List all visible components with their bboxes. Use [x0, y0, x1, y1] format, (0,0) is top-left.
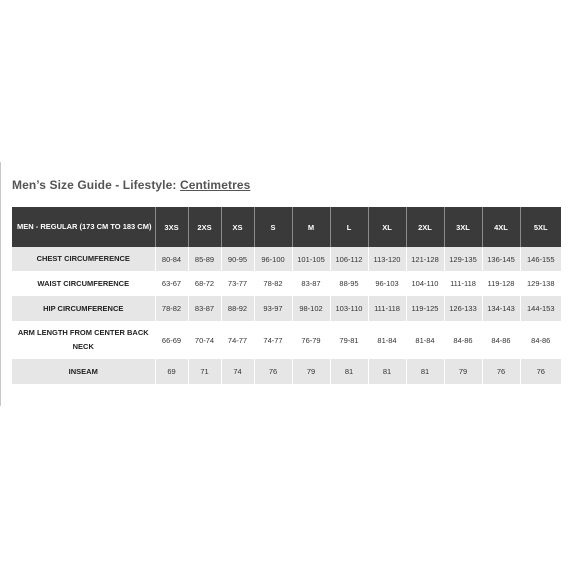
- table-cell: 144-153: [520, 296, 561, 321]
- title-text: Men’s Size Guide - Lifestyle:: [12, 178, 180, 192]
- table-cell: 79-81: [330, 321, 368, 359]
- table-cell: 81-84: [406, 321, 444, 359]
- table-cell: 83-87: [188, 296, 221, 321]
- table-cell: 76: [254, 359, 292, 384]
- table-cell: 111-118: [368, 296, 406, 321]
- table-cell: 78-82: [155, 296, 188, 321]
- table-cell: 80-84: [155, 247, 188, 271]
- table-cell: 68-72: [188, 271, 221, 296]
- size-header: 5XL: [520, 207, 561, 247]
- table-cell: 111-118: [444, 271, 482, 296]
- size-header: XL: [368, 207, 406, 247]
- table-cell: 103-110: [330, 296, 368, 321]
- table-row: [12, 296, 561, 321]
- table-cell: 96-103: [368, 271, 406, 296]
- size-header: M: [292, 207, 330, 247]
- table-cell: 78-82: [254, 271, 292, 296]
- table-cell: 73-77: [221, 271, 254, 296]
- size-header: 3XS: [155, 207, 188, 247]
- table-cell: 126-133: [444, 296, 482, 321]
- table-row: [12, 271, 561, 296]
- table-cell: 101-105: [292, 247, 330, 271]
- table-cell: 134-143: [482, 296, 520, 321]
- table-header-row: [12, 207, 561, 247]
- table-cell: 106-112: [330, 247, 368, 271]
- size-header: S: [254, 207, 292, 247]
- table-cell: 81: [330, 359, 368, 384]
- table-cell: 74-77: [254, 321, 292, 359]
- size-header: 2XS: [188, 207, 221, 247]
- table-cell: 119-128: [482, 271, 520, 296]
- table-cell: 71: [188, 359, 221, 384]
- table-cell: 76: [482, 359, 520, 384]
- table-cell: 81-84: [368, 321, 406, 359]
- table-cell: 119-125: [406, 296, 444, 321]
- table-cell: 104-110: [406, 271, 444, 296]
- table-cell: 96-100: [254, 247, 292, 271]
- table-cell: 76: [520, 359, 561, 384]
- table-cell: 81: [406, 359, 444, 384]
- table-cell: 74-77: [221, 321, 254, 359]
- table-cell: 90-95: [221, 247, 254, 271]
- table-cell: 84-86: [482, 321, 520, 359]
- row-label: CHEST CIRCUMFERENCE: [12, 247, 155, 271]
- size-guide-table: [12, 207, 561, 384]
- table-cell: 69: [155, 359, 188, 384]
- table-cell: 63-67: [155, 271, 188, 296]
- table-cell: 79: [444, 359, 482, 384]
- size-header: L: [330, 207, 368, 247]
- table-cell: 136-145: [482, 247, 520, 271]
- row-label: INSEAM: [12, 359, 155, 384]
- table-row: [12, 359, 561, 384]
- table-cell: 83-87: [292, 271, 330, 296]
- table-cell: 121-128: [406, 247, 444, 271]
- size-header: 4XL: [482, 207, 520, 247]
- table-cell: 129-135: [444, 247, 482, 271]
- table-cell: 88-92: [221, 296, 254, 321]
- table-cell: 84-86: [444, 321, 482, 359]
- table-cell: 88-95: [330, 271, 368, 296]
- row-label: HIP CIRCUMFERENCE: [12, 296, 155, 321]
- table-cell: 98-102: [292, 296, 330, 321]
- table-cell: 146-155: [520, 247, 561, 271]
- table-cell: 93-97: [254, 296, 292, 321]
- table-cell: 79: [292, 359, 330, 384]
- table-cell: 66-69: [155, 321, 188, 359]
- units-link[interactable]: Centimetres: [179, 178, 251, 192]
- page-title: [12, 178, 250, 192]
- table-row: [12, 321, 561, 359]
- table-row: [12, 247, 561, 271]
- table-cell: 76-79: [292, 321, 330, 359]
- table-cell: 84-86: [520, 321, 561, 359]
- table-cell: 85-89: [188, 247, 221, 271]
- size-header: 3XL: [444, 207, 482, 247]
- size-header: XS: [221, 207, 254, 247]
- table-cell: 81: [368, 359, 406, 384]
- table-cell: 74: [221, 359, 254, 384]
- size-header: 2XL: [406, 207, 444, 247]
- table-cell: 129-138: [520, 271, 561, 296]
- table-cell: 70-74: [188, 321, 221, 359]
- row-label: ARM LENGTH FROM CENTER BACK NECK: [12, 321, 155, 359]
- left-divider: [0, 162, 1, 406]
- header-label: MEN - REGULAR (173 CM TO 183 CM): [12, 207, 155, 247]
- table-cell: 113-120: [368, 247, 406, 271]
- row-label: WAIST CIRCUMFERENCE: [12, 271, 155, 296]
